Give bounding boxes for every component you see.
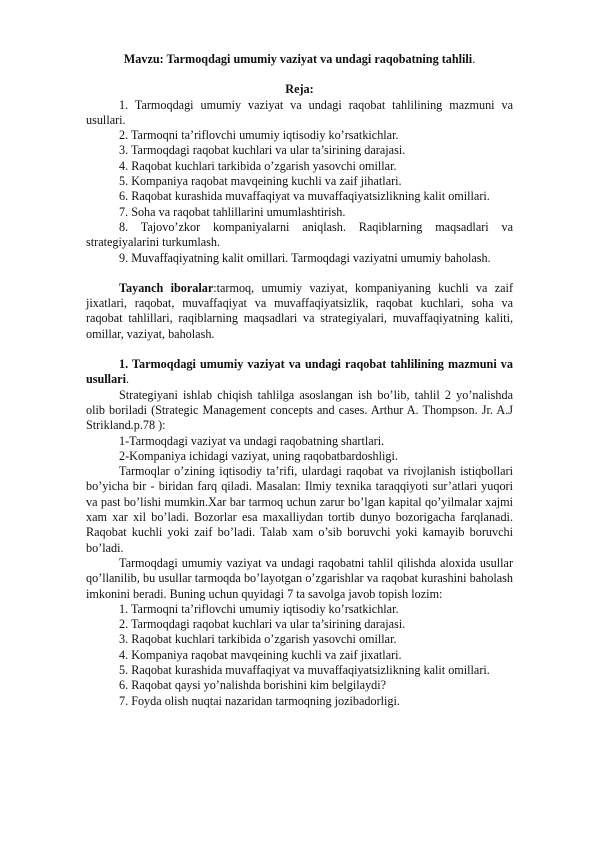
spacer	[86, 342, 513, 357]
spacer	[86, 67, 513, 82]
plan-item: 4. Raqobat kuchlari tarkibida o’zgarish yasovchi omillar.	[119, 158, 397, 173]
document-page	[86, 52, 513, 709]
plan-list	[86, 98, 513, 266]
body-paragraph: Tarmoqdagi umumiy vaziyat va undagi raqobatni tahlil qilishda aloxida usullar qo’llanilib, bu usullar tarmoqda bo’layotgan o’zgarishlar va raqobat kurashini baholash imkonini beradi. Buning uchun quyidagi 7 ta savolga javob topish lozim:	[86, 555, 513, 601]
plan-item: 6. Raqobat kurashida muvaffaqiyat va muvaffaqiyatsizlikning kalit omillari.	[119, 189, 490, 204]
question-list	[86, 602, 513, 709]
keywords-text: :tarmoq, umumiy vaziyat, kompaniyaning kuchli va zaif jixatlari, raqobat, muvaffaqiyat va muvaffaqiyatsizlik, raqobat kuchlari, soha va raqobat tahlillari, raqiblarning maqsadlari va strategiyalari, muvaffaqiyatning kaliti, omillar, vaziyat, baholash.	[86, 280, 514, 341]
question-item: 4. Kompaniya raqobat mavqeining kuchli va zaif jixatlari.	[119, 647, 402, 662]
keywords-paragraph	[86, 281, 513, 342]
title-text: Mavzu: Tarmoqdagi umumiy vaziyat va undagi raqobatning tahlili	[123, 52, 473, 66]
body-paragraph: Tarmoqlar o’zining iqtisodiy ta’rifi, ulardagi raqobat va rivojlanish istiqbollari bo’yicha bir - biridan farq qiladi. Masalan: Ilmiy texnika taraqqiyoti sur’atlari yuqori va past bo’lishi mumkin.Xar bar tarmoq uchun zarur bo’lgan kapital qo’yilmalar xajmi xam xar xil bo’ladi. Bozorlar esa maxalliydan tortib dunyo bozorigacha farqlanadi. Raqobat kuchli yoki zaif bo’ladi. Talab xam o’sib boruvchi yoki kamayib boruvchi bo’ladi.	[86, 464, 513, 555]
section-heading-period: .	[125, 372, 130, 387]
plan-item: 5. Kompaniya raqobat mavqeining kuchli va zaif jihatlari.	[119, 174, 402, 189]
keywords-label: Tayanch iboralar	[119, 280, 214, 295]
section-heading	[86, 357, 513, 388]
plan-item: 9. Muvaffaqiyatning kalit omillari. Tarmoqdagi vaziyatni umumiy baholash.	[119, 250, 491, 265]
plan-item: 3. Tarmoqdagi raqobat kuchlari va ular ta’sirining darajasi.	[119, 143, 406, 158]
spacer	[86, 266, 513, 281]
document-title	[86, 52, 513, 67]
question-item: 6. Raqobat qaysi yo’nalishda borishini kim belgilaydi?	[119, 678, 387, 693]
direction-item: 2-Kompaniya ichidagi vaziyat, uning raqobatbardoshligi.	[119, 448, 398, 463]
plan-item: 8. Tajovo’zkor kompaniyalarni aniqlash. Raqiblarning maqsadlari va strategiyalarini turkumlash.	[86, 219, 513, 250]
title-period: .	[472, 52, 476, 66]
plan-item: 7. Soha va raqobat tahlillarini umumlashtirish.	[119, 204, 346, 219]
body-paragraph: Strategiyani ishlab chiqish tahlilga asoslangan ish bo’lib, tahlil 2 yo’nalishda olib boriladi (Strategic Management concepts and cases. Arthur A. Thompson. Jr. A.J Strikland.p.78 ):	[86, 387, 513, 433]
question-item: 3. Raqobat kuchlari tarkibida o’zgarish yasovchi omillar.	[119, 632, 397, 647]
question-item: 2. Tarmoqdagi raqobat kuchlari va ular ta’sirining darajasi.	[119, 617, 406, 632]
section-heading-text: 1. Tarmoqdagi umumiy vaziyat va undagi raqobat tahlilining mazmuni va usullari	[86, 357, 513, 387]
question-item: 5. Raqobat kurashida muvaffaqiyat va muvaffaqiyatsizlikning kalit omillari.	[119, 662, 490, 677]
plan-heading	[86, 82, 513, 97]
question-item: 7. Foyda olish nuqtai nazaridan tarmoqning jozibadorligi.	[119, 693, 400, 708]
direction-item: 1-Tarmoqdagi vaziyat va undagi raqobatning shartlari.	[119, 433, 385, 448]
plan-item: 1. Tarmoqdagi umumiy vaziyat va undagi raqobat tahlilining mazmuni va usullari.	[86, 97, 513, 127]
plan-item: 2. Tarmoqni ta’riflovchi umumiy iqtisodiy ko’rsatkichlar.	[119, 128, 399, 143]
question-item: 1. Tarmoqni ta’riflovchi umumiy iqtisodiy ko’rsatkichlar.	[119, 601, 399, 616]
plan-heading-text: Reja:	[285, 82, 314, 97]
